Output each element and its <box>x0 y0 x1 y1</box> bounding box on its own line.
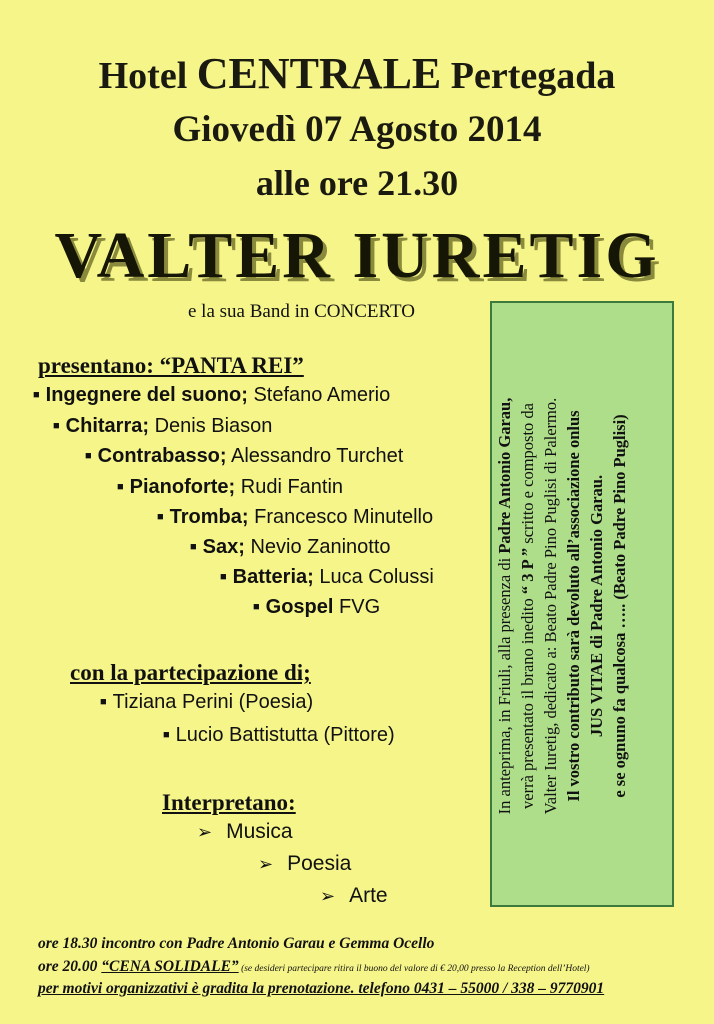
arrow-bullet-icon: ➢ <box>320 886 336 906</box>
presentano-heading: presentano: “PANTA REI” <box>38 353 304 378</box>
footer-dinner: ore 20.00 “CENA SOLIDALE” (se desideri partecipare ritira il buono del valore di € 20,00 presso la Reception dell’Hotel) <box>38 958 590 975</box>
event-date: Giovedì 07 Agosto 2014 <box>172 109 542 150</box>
event-time: alle ore 21.30 <box>255 163 459 203</box>
participation-heading: con la partecipazione di; <box>70 660 311 685</box>
info-box-text: In anteprima, in Friuli, alla presenza di Padre Antonio Garau, verrà presentato il brano inedito “ 3 P ” scritto e composto da Valter Iuretig, dedicato a: Beato Padre Pino Puglisi di Palermo. Il vostro contributo sarà devoluto all’associazione onlus JUS VITAE di Padre Antonio Garau. e se ognuno fa qualcosa ….. (Beato Padre Pino Puglisi) <box>495 397 629 815</box>
square-bullet-icon: ■ <box>190 541 197 553</box>
square-bullet-icon: ■ <box>100 696 107 708</box>
square-bullet-icon: ■ <box>53 420 60 432</box>
member-item: ■ Ingegnere del suono; Stefano Amerio <box>33 384 391 406</box>
square-bullet-icon: ■ <box>157 511 164 523</box>
square-bullet-icon: ■ <box>33 389 40 401</box>
member-item: ■ Pianoforte; Rudi Fantin <box>117 476 344 498</box>
member-item: ■ Batteria; Luca Colussi <box>220 566 434 588</box>
square-bullet-icon: ■ <box>220 571 227 583</box>
square-bullet-icon: ■ <box>117 481 124 493</box>
participant-item: ■ Lucio Battistutta (Pittore) <box>163 724 395 746</box>
interpret-item: ➢ Arte <box>320 884 388 907</box>
square-bullet-icon: ■ <box>163 729 170 741</box>
member-item: ■ Contrabasso; Alessandro Turchet <box>85 445 404 467</box>
member-item: ■ Sax; Nevio Zaninotto <box>190 536 391 558</box>
interpret-item: ➢ Poesia <box>258 852 352 875</box>
hotel-name: CENTRALE <box>196 49 442 98</box>
hotel-title: Hotel CENTRALE Pertegada <box>98 49 616 98</box>
info-box <box>490 301 674 907</box>
member-item: ■ Chitarra; Denis Biason <box>53 415 273 437</box>
arrow-bullet-icon: ➢ <box>197 822 213 842</box>
square-bullet-icon: ■ <box>253 601 260 613</box>
footer-meeting: ore 18.30 incontro con Padre Antonio Garau e Gemma Ocello <box>38 935 435 952</box>
member-item: ■ Tromba; Francesco Minutello <box>157 506 434 528</box>
member-item: ■ Gospel FVG <box>253 596 381 618</box>
footer-booking: per motivi organizzativi è gradita la prenotazione. telefono 0431 – 55000 / 338 – 9770901 <box>38 980 605 997</box>
square-bullet-icon: ■ <box>85 450 92 462</box>
arrow-bullet-icon: ➢ <box>258 854 274 874</box>
interpret-heading: Interpretano: <box>162 790 296 815</box>
band-line: e la sua Band in CONCERTO <box>188 301 416 322</box>
artist-name: VALTER IURETIG <box>54 219 660 292</box>
participant-item: ■ Tiziana Perini (Poesia) <box>100 691 314 713</box>
interpret-item: ➢ Musica <box>197 820 293 843</box>
